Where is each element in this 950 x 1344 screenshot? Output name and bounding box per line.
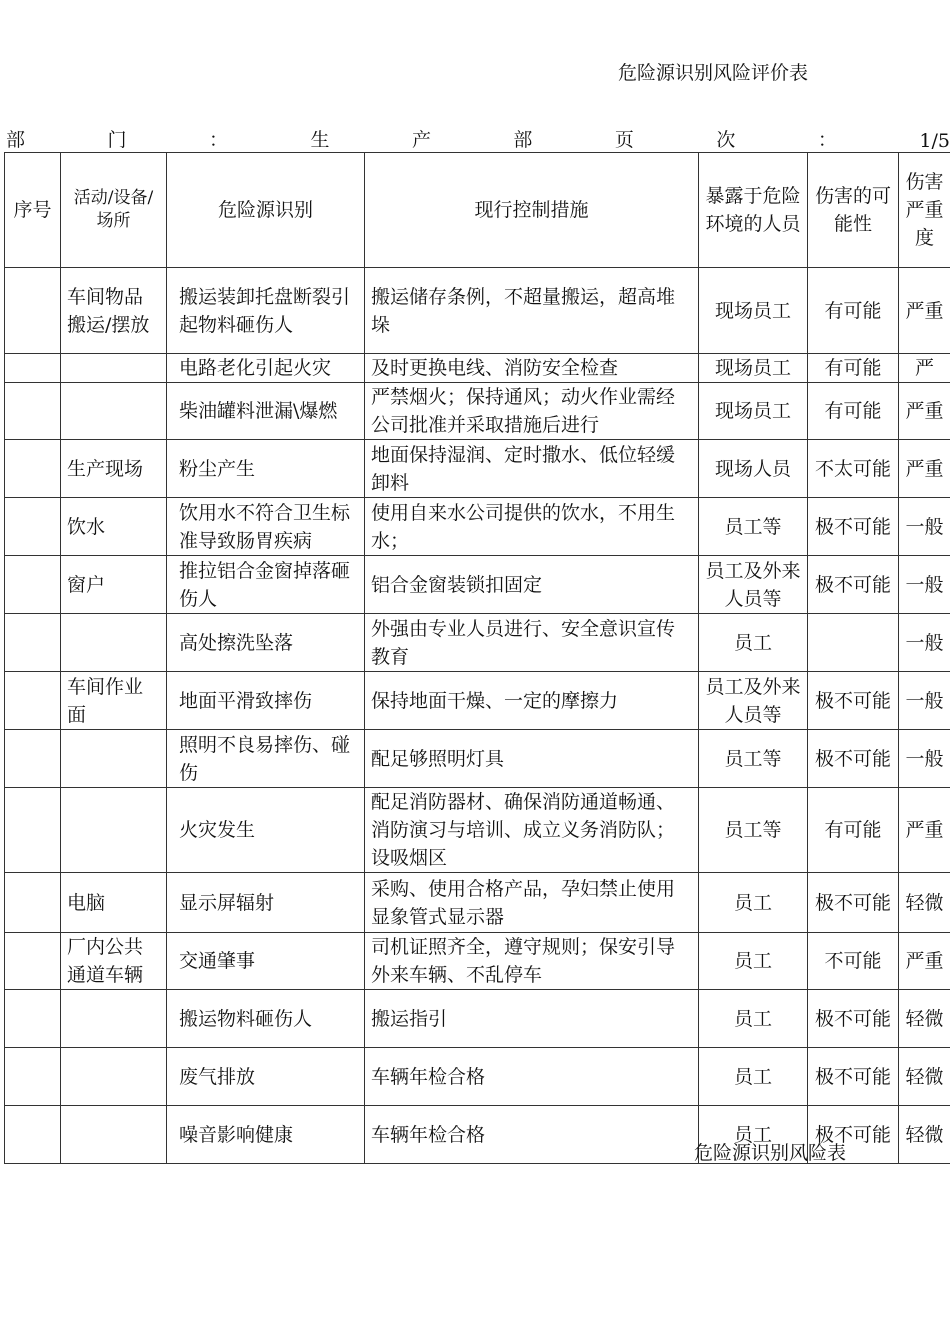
- cell-control: 搬运储存条例，不超量搬运，超高堆垛: [365, 268, 699, 354]
- cell-hazard: 照明不良易摔伤、碰伤: [167, 730, 365, 788]
- cell-possibility: 极不可能: [808, 556, 899, 614]
- cell-activity: [61, 354, 167, 383]
- cell-control: 外强由专业人员进行、安全意识宣传教育: [365, 614, 699, 672]
- table-row: [5, 933, 950, 990]
- dept-char: 部: [6, 129, 26, 151]
- cell-exposed: 员工: [699, 990, 808, 1048]
- cell-possibility: 极不可能: [808, 730, 899, 788]
- cell-exposed: 现场员工: [699, 268, 808, 354]
- table-row: [5, 498, 950, 556]
- cell-control: 车辆年检合格: [365, 1048, 699, 1106]
- header-hazard: 危险源识别: [167, 153, 365, 268]
- header-possibility: 伤害的可能性: [808, 153, 899, 268]
- dept-char: 门: [107, 129, 127, 151]
- cell-exposed: 员工及外来人员等: [699, 672, 808, 730]
- cell-severity: 轻微: [899, 873, 950, 933]
- header-control: 现行控制措施: [365, 153, 699, 268]
- cell-exposed: 员工及外来人员等: [699, 556, 808, 614]
- table-row: [5, 730, 950, 788]
- cell-possibility: 极不可能: [808, 1106, 899, 1164]
- cell-possibility: 极不可能: [808, 498, 899, 556]
- dept-char: ：: [208, 129, 228, 151]
- table-row: [5, 268, 950, 354]
- footer-text: 危险源识别风险表: [694, 1142, 847, 1164]
- cell-hazard: 交通肇事: [167, 933, 365, 990]
- cell-seq: [5, 672, 61, 730]
- table-row: [5, 672, 950, 730]
- table-row: [5, 383, 950, 440]
- cell-exposed: 员工等: [699, 730, 808, 788]
- cell-control: 采购、使用合格产品，孕妇禁止使用显象管式显示器: [365, 873, 699, 933]
- cell-seq: [5, 556, 61, 614]
- cell-severity: 严重: [899, 440, 950, 498]
- cell-possibility: 极不可能: [808, 1048, 899, 1106]
- cell-severity: 严重: [899, 933, 950, 990]
- table-row: [5, 990, 950, 1048]
- cell-possibility: 极不可能: [808, 873, 899, 933]
- cell-possibility: 极不可能: [808, 990, 899, 1048]
- table-row: [5, 354, 950, 383]
- cell-possibility: 有可能: [808, 354, 899, 383]
- cell-exposed: 员工: [699, 933, 808, 990]
- cell-exposed: 现场员工: [699, 354, 808, 383]
- cell-possibility: 不太可能: [808, 440, 899, 498]
- cell-control: 司机证照齐全，遵守规则；保安引导外来车辆、不乱停车: [365, 933, 699, 990]
- cell-severity: 轻微: [899, 1106, 950, 1164]
- cell-hazard: 电路老化引起火灾: [167, 354, 365, 383]
- cell-control: 严禁烟火；保持通风；动火作业需经公司批准并采取措施后进行: [365, 383, 699, 440]
- cell-seq: [5, 1048, 61, 1106]
- header-activity: 活动/设备/场所: [61, 153, 167, 268]
- cell-control: 地面保持湿润、定时撒水、低位轻缓卸料: [365, 440, 699, 498]
- cell-control: 铝合金窗装锁扣固定: [365, 556, 699, 614]
- cell-exposed: 员工: [699, 1048, 808, 1106]
- header-row: [5, 153, 950, 268]
- cell-seq: [5, 1106, 61, 1164]
- header-severity: 伤害严重度: [899, 153, 950, 268]
- cell-hazard: 火灾发生: [167, 788, 365, 873]
- cell-severity: 严重: [899, 268, 950, 354]
- cell-hazard: 搬运物料砸伤人: [167, 990, 365, 1048]
- cell-activity: [61, 614, 167, 672]
- dept-char: ：: [817, 129, 837, 151]
- cell-hazard: 粉尘产生: [167, 440, 365, 498]
- cell-control: 配足够照明灯具: [365, 730, 699, 788]
- cell-hazard: 饮用水不符合卫生标准导致肠胃疾病: [167, 498, 365, 556]
- cell-possibility: 有可能: [808, 268, 899, 354]
- cell-control: 搬运指引: [365, 990, 699, 1048]
- cell-possibility: 有可能: [808, 788, 899, 873]
- cell-control: 保持地面干燥、一定的摩擦力: [365, 672, 699, 730]
- cell-exposed: 员工: [699, 1106, 808, 1164]
- cell-seq: [5, 873, 61, 933]
- cell-control: 使用自来水公司提供的饮水，不用生水；: [365, 498, 699, 556]
- cell-activity: [61, 1048, 167, 1106]
- cell-severity: 一般: [899, 672, 950, 730]
- dept-char: 次: [716, 129, 736, 151]
- cell-activity: 电脑: [61, 873, 167, 933]
- cell-hazard: 推拉铝合金窗掉落砸伤人: [167, 556, 365, 614]
- cell-hazard: 废气排放: [167, 1048, 365, 1106]
- cell-exposed: 员工: [699, 614, 808, 672]
- cell-activity: [61, 788, 167, 873]
- cell-exposed: 员工: [699, 873, 808, 933]
- table-body: [5, 268, 950, 1164]
- dept-char: 产: [411, 129, 431, 151]
- cell-hazard: 柴油罐料泄漏\爆燃: [167, 383, 365, 440]
- header-exposed: 暴露于危险环境的人员: [699, 153, 808, 268]
- cell-hazard: 显示屏辐射: [167, 873, 365, 933]
- cell-seq: [5, 354, 61, 383]
- cell-activity: [61, 990, 167, 1048]
- table-row: [5, 440, 950, 498]
- table-row: [5, 556, 950, 614]
- cell-exposed: 员工等: [699, 498, 808, 556]
- hazard-table: [4, 152, 950, 1164]
- cell-possibility: [808, 614, 899, 672]
- cell-seq: [5, 614, 61, 672]
- cell-possibility: 极不可能: [808, 672, 899, 730]
- cell-activity: 车间物品搬运/摆放: [61, 268, 167, 354]
- cell-severity: 严重: [899, 788, 950, 873]
- cell-seq: [5, 498, 61, 556]
- cell-severity: 严: [899, 354, 950, 383]
- cell-activity: 生产现场: [61, 440, 167, 498]
- cell-exposed: 现场人员: [699, 440, 808, 498]
- cell-control: 车辆年检合格: [365, 1106, 699, 1164]
- dept-char: 部: [513, 129, 533, 151]
- cell-seq: [5, 440, 61, 498]
- cell-control: 配足消防器材、确保消防通道畅通、消防演习与培训、成立义务消防队；设吸烟区: [365, 788, 699, 873]
- cell-activity: [61, 730, 167, 788]
- cell-severity: 严重: [899, 383, 950, 440]
- cell-activity: 厂内公共通道车辆: [61, 933, 167, 990]
- cell-hazard: 噪音影响健康: [167, 1106, 365, 1164]
- cell-activity: 饮水: [61, 498, 167, 556]
- table-row: [5, 873, 950, 933]
- table-row: [5, 788, 950, 873]
- cell-activity: 车间作业面: [61, 672, 167, 730]
- cell-control: 及时更换电线、消防安全检查: [365, 354, 699, 383]
- cell-seq: [5, 730, 61, 788]
- table-row: [5, 614, 950, 672]
- cell-severity: 一般: [899, 556, 950, 614]
- cell-hazard: 地面平滑致摔伤: [167, 672, 365, 730]
- dept-char: 页: [614, 129, 634, 151]
- department-page-line: [6, 128, 950, 152]
- cell-severity: 轻微: [899, 990, 950, 1048]
- cell-seq: [5, 990, 61, 1048]
- cell-activity: [61, 383, 167, 440]
- cell-seq: [5, 268, 61, 354]
- dept-char: 生: [310, 129, 330, 151]
- cell-seq: [5, 383, 61, 440]
- cell-hazard: 高处擦洗坠落: [167, 614, 365, 672]
- cell-seq: [5, 933, 61, 990]
- cell-severity: 一般: [899, 614, 950, 672]
- cell-severity: 轻微: [899, 1048, 950, 1106]
- table-row: [5, 1048, 950, 1106]
- header-seq: 序号: [5, 153, 61, 268]
- cell-exposed: 现场员工: [699, 383, 808, 440]
- cell-possibility: 不可能: [808, 933, 899, 990]
- cell-possibility: 有可能: [808, 383, 899, 440]
- cell-severity: 一般: [899, 498, 950, 556]
- cell-activity: [61, 1106, 167, 1164]
- cell-seq: [5, 788, 61, 873]
- page-number: 1/5: [919, 130, 950, 152]
- cell-hazard: 搬运装卸托盘断裂引起物料砸伤人: [167, 268, 365, 354]
- cell-severity: 一般: [899, 730, 950, 788]
- cell-activity: 窗户: [61, 556, 167, 614]
- cell-exposed: 员工等: [699, 788, 808, 873]
- document-title: 危险源识别风险评价表: [618, 62, 809, 84]
